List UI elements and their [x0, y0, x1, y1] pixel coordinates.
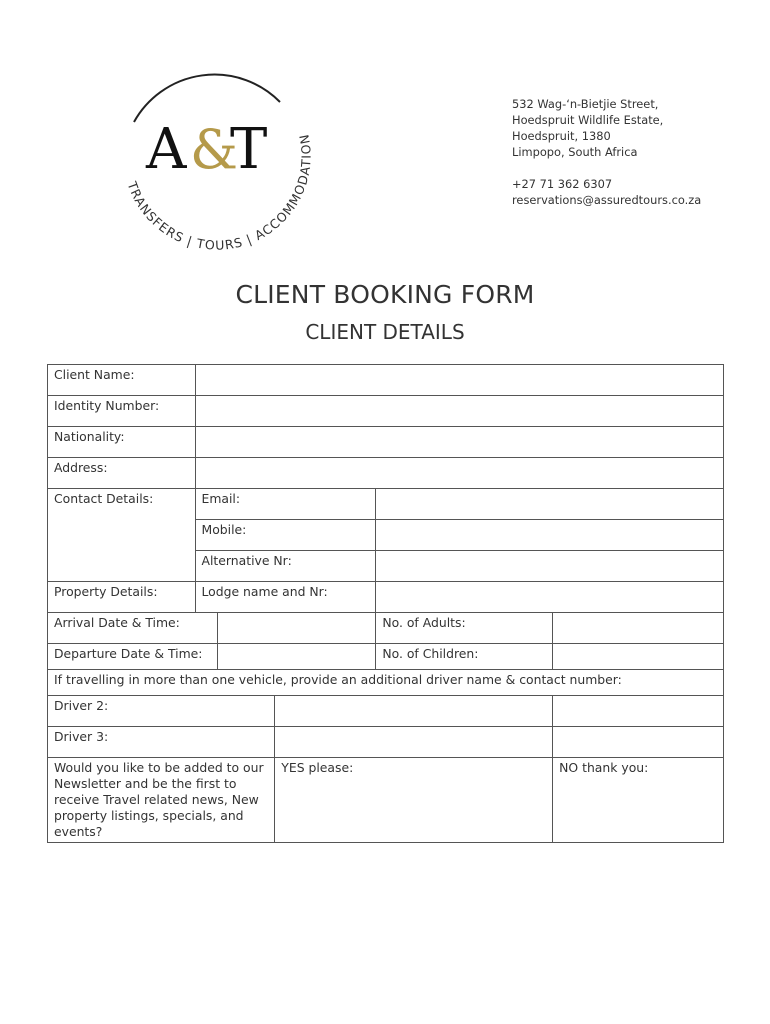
contact-details-label: Contact Details:: [48, 489, 196, 582]
arrival-field[interactable]: [217, 613, 376, 644]
adults-label: No. of Adults:: [376, 613, 553, 644]
booking-form-table: [47, 364, 724, 843]
address-province: Limpopo, South Africa: [512, 145, 638, 159]
driver2-label: Driver 2:: [48, 696, 275, 727]
address-field[interactable]: [195, 458, 724, 489]
logo-ring-arc: [134, 75, 280, 122]
property-details-label: Property Details:: [48, 582, 196, 613]
client-name-label: Client Name:: [48, 365, 196, 396]
nationality-label: Nationality:: [48, 427, 196, 458]
email-field[interactable]: [376, 489, 724, 520]
mobile-label: Mobile:: [195, 520, 376, 551]
identity-number-label: Identity Number:: [48, 396, 196, 427]
logo-ampersand: &: [190, 118, 239, 181]
logo-letter-a: A: [146, 117, 187, 182]
contact-block: [512, 96, 701, 208]
newsletter-yes-option[interactable]: YES please:: [275, 758, 553, 843]
lodge-name-label: Lodge name and Nr:: [195, 582, 376, 613]
vehicle-note: If travelling in more than one vehicle, provide an additional driver name & contact number:: [48, 670, 724, 696]
logo-letter-t: T: [230, 117, 268, 182]
contact-phone: +27 71 362 6307: [512, 177, 613, 191]
address-street: 532 Wag-‘n-Bietjie Street,: [512, 97, 659, 111]
address-estate: Hoedspruit Wildlife Estate,: [512, 113, 664, 127]
client-name-field[interactable]: [195, 365, 724, 396]
adults-field[interactable]: [553, 613, 724, 644]
email-label: Email:: [195, 489, 376, 520]
newsletter-no-option[interactable]: NO thank you:: [553, 758, 724, 843]
address-town: Hoedspruit, 1380: [512, 129, 611, 143]
identity-number-field[interactable]: [195, 396, 724, 427]
nationality-field[interactable]: [195, 427, 724, 458]
company-logo: [112, 62, 322, 252]
contact-email: reservations@assuredtours.co.za: [512, 193, 702, 207]
mobile-field[interactable]: [376, 520, 724, 551]
driver3-label: Driver 3:: [48, 727, 275, 758]
address-label: Address:: [48, 458, 196, 489]
lodge-name-field[interactable]: [376, 582, 724, 613]
children-field[interactable]: [553, 644, 724, 670]
newsletter-question: Would you like to be added to our Newsletter and be the first to receive Travel related news, New property listings, specials, and events?: [48, 758, 275, 843]
alternative-nr-field[interactable]: [376, 551, 724, 582]
driver3-name-field[interactable]: [275, 727, 553, 758]
departure-label: Departure Date & Time:: [48, 644, 218, 670]
driver3-contact-field[interactable]: [553, 727, 724, 758]
page-title: CLIENT BOOKING FORM: [235, 280, 535, 309]
departure-field[interactable]: [217, 644, 376, 670]
children-label: No. of Children:: [376, 644, 553, 670]
alternative-nr-label: Alternative Nr:: [195, 551, 376, 582]
arrival-label: Arrival Date & Time:: [48, 613, 218, 644]
section-title: CLIENT DETAILS: [305, 320, 465, 344]
driver2-contact-field[interactable]: [553, 696, 724, 727]
logo-ring-text: TRANSFERS | TOURS | ACCOMMODATION: [124, 132, 314, 252]
driver2-name-field[interactable]: [275, 696, 553, 727]
